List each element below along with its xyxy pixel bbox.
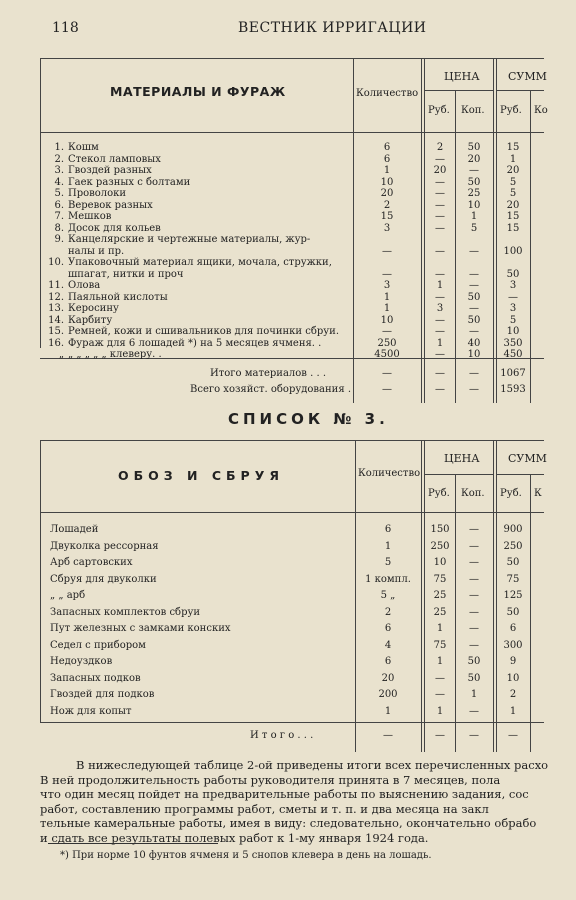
- table2-total-value: —: [508, 730, 518, 741]
- item-price-kop: —: [469, 639, 479, 651]
- item-qty: 10: [380, 314, 394, 326]
- page-number: 118: [52, 20, 79, 36]
- table2-col-price: ЦЕНА: [444, 452, 480, 465]
- item-price-rub: 1: [436, 705, 444, 717]
- table-row: [40, 200, 544, 212]
- item-qty: 3: [383, 280, 391, 291]
- table-row: [40, 326, 544, 338]
- item-price-kop: 50: [467, 314, 481, 326]
- item-price-rub: —: [435, 176, 445, 188]
- item-qty: —: [382, 245, 392, 257]
- total-all-label: Всего хозяйст. оборудования .: [190, 384, 351, 395]
- item-qty: 6: [383, 142, 391, 153]
- item-price-kop: 40: [467, 337, 481, 349]
- table2-col-rub: Руб.: [428, 488, 450, 499]
- item-price-rub: —: [435, 245, 445, 257]
- item-name: Мешков: [68, 211, 112, 222]
- item-name: Пут железных с замками конских: [50, 623, 231, 634]
- row-number: 13.: [48, 303, 64, 314]
- item-qty: 6: [384, 623, 392, 634]
- item-sum-rub: 450: [503, 349, 523, 360]
- item-price-kop: 50: [467, 291, 481, 303]
- item-sum-rub: 10: [506, 672, 520, 684]
- item-price-kop: —: [469, 606, 479, 618]
- transport-harness-table: [40, 440, 547, 752]
- item-qty: 3: [383, 222, 391, 234]
- item-price-kop: 50: [467, 656, 481, 667]
- table-row: [40, 269, 544, 281]
- row-number: 9.: [54, 234, 64, 245]
- row-number: 2.: [54, 153, 64, 165]
- item-qty: 20: [380, 188, 394, 199]
- item-price-rub: 75: [433, 639, 447, 651]
- item-sum-rub: 350: [503, 337, 523, 349]
- item-sum-rub: 15: [506, 222, 520, 234]
- table-row: [40, 541, 544, 553]
- table1-col-kop2: Ко: [534, 105, 548, 116]
- table1-col-qty: Количество: [356, 88, 419, 99]
- row-number: 1.: [54, 142, 64, 153]
- total-all-value: 1593: [500, 384, 526, 395]
- item-qty: 1: [383, 291, 391, 303]
- item-sum-rub: 20: [506, 199, 520, 211]
- item-name: шпагат, нитки и проч: [68, 268, 184, 280]
- item-sum-rub: 75: [506, 573, 520, 585]
- item-name: Олова: [68, 280, 101, 291]
- paragraph-line: и сдать все результаты полевых работ к 1-му января 1924 года.: [40, 830, 429, 845]
- total-materials-value: 1067: [500, 368, 526, 379]
- table1-title: МАТЕРИАЛЫ И ФУРАЖ: [110, 84, 286, 99]
- item-name: Упаковочный материал ящики, мочала, стружки,: [68, 257, 332, 268]
- item-name: Паяльной кислоты: [68, 291, 168, 303]
- item-price-kop: 50: [467, 142, 481, 153]
- row-number: 12.: [48, 291, 64, 303]
- table-row: [40, 142, 544, 154]
- item-sum-rub: 20: [506, 165, 520, 176]
- item-sum-rub: 50: [506, 268, 520, 280]
- item-name: налы и пр.: [68, 245, 125, 257]
- table2-col-qty: Количество: [358, 468, 421, 479]
- item-price-kop: 50: [467, 176, 481, 188]
- item-name: Проволоки: [68, 188, 127, 199]
- item-name: Недоуздков: [50, 656, 113, 667]
- item-sum-rub: 900: [503, 524, 523, 535]
- total-materials-label: Итого материалов . . .: [210, 368, 327, 379]
- item-price-rub: 1: [436, 656, 444, 667]
- item-name: Лошадей: [50, 524, 99, 535]
- item-name: Гаек разных с болтами: [68, 176, 191, 188]
- item-name: Керосину: [68, 303, 119, 314]
- footnote: *) При норме 10 фунтов ячменя и 5 снопов клевера в день на лошадь.: [60, 850, 432, 861]
- item-sum-rub: 3: [509, 280, 517, 291]
- item-price-rub: 25: [433, 606, 447, 618]
- row-number: 16.: [48, 337, 64, 349]
- item-price-rub: —: [435, 268, 445, 280]
- table-row: [40, 689, 544, 701]
- item-price-rub: —: [435, 689, 445, 700]
- item-price-kop: —: [469, 303, 479, 314]
- row-number: 8.: [54, 222, 64, 234]
- table-row: [40, 188, 544, 200]
- item-name: Нож для копыт: [50, 705, 132, 717]
- item-price-kop: 10: [467, 199, 481, 211]
- table-row: [40, 640, 544, 652]
- item-price-rub: —: [435, 153, 445, 165]
- item-name: Гвоздей разных: [68, 165, 152, 176]
- row-number: 14.: [48, 314, 64, 326]
- item-name: „ „ арб: [50, 590, 86, 601]
- item-price-rub: 3: [436, 303, 444, 314]
- item-qty: 15: [380, 211, 394, 222]
- table-row: [40, 246, 544, 258]
- table-row: [40, 557, 544, 569]
- item-price-kop: 25: [467, 188, 481, 199]
- item-price-rub: —: [435, 222, 445, 234]
- row-number: 7.: [54, 211, 64, 222]
- item-price-kop: —: [469, 524, 479, 535]
- table-row: [40, 574, 544, 586]
- item-sum-rub: —: [508, 291, 518, 303]
- table-row: [40, 303, 544, 315]
- item-qty: 1: [383, 165, 391, 176]
- item-qty: 2: [383, 199, 391, 211]
- item-name: Кошм: [68, 142, 99, 153]
- table-row: [40, 590, 544, 602]
- materials-table: [40, 58, 548, 403]
- item-price-rub: —: [435, 188, 445, 199]
- item-price-kop: —: [469, 705, 479, 717]
- item-qty: 1: [384, 705, 392, 717]
- item-sum-rub: 50: [506, 557, 520, 568]
- row-number: 4.: [54, 176, 64, 188]
- item-sum-rub: 100: [503, 245, 523, 257]
- item-price-kop: —: [469, 623, 479, 634]
- item-qty: 5: [384, 557, 392, 568]
- item-price-kop: 20: [467, 153, 481, 165]
- table-row: [40, 673, 544, 685]
- item-qty: 4: [384, 639, 392, 651]
- item-price-kop: —: [469, 573, 479, 585]
- item-sum-rub: 9: [509, 656, 517, 667]
- item-qty: 6: [384, 524, 392, 535]
- table1-col-sum: СУММ: [508, 70, 547, 83]
- item-name: Веревок разных: [68, 199, 153, 211]
- row-number: 3.: [54, 165, 64, 176]
- item-qty: —: [382, 268, 392, 280]
- row-number: 15.: [48, 326, 64, 337]
- item-price-rub: 1: [436, 337, 444, 349]
- item-price-rub: 10: [433, 557, 447, 568]
- item-name: Стекол ламповых: [68, 153, 161, 165]
- item-qty: 6: [384, 656, 392, 667]
- paragraph-line: В нижеследующей таблице 2-ой приведены итоги всех перечисленных расхо: [76, 758, 549, 772]
- table-row: [40, 165, 544, 177]
- section-title: СПИСОК № 3.: [228, 410, 389, 428]
- item-qty: 20: [381, 672, 395, 684]
- item-price-rub: 150: [430, 524, 450, 535]
- item-name: Запасных подков: [50, 672, 141, 684]
- item-qty: 4500: [374, 349, 400, 360]
- item-sum-rub: 1: [509, 153, 517, 165]
- item-price-kop: —: [469, 540, 479, 552]
- item-qty: 6: [383, 153, 391, 165]
- item-name: Досок для кольев: [68, 222, 161, 234]
- item-name: Двуколка рессорная: [50, 540, 159, 552]
- item-name: Запасных комплектов сбруи: [50, 606, 201, 618]
- item-qty: 250: [377, 337, 397, 349]
- item-price-kop: 1: [470, 211, 478, 222]
- table-row: [40, 623, 544, 635]
- table-row: [40, 292, 544, 304]
- paragraph-line: что один месяц пойдет на предварительные работы по выяснению задания, сос: [40, 787, 529, 801]
- item-name: Седел с прибором: [50, 639, 146, 651]
- item-name: Сбруя для двуколки: [50, 573, 157, 585]
- paragraph-line: В ней продолжительность работы руководителя принята в 7 месяцев, пола: [40, 772, 501, 787]
- item-sum-rub: 10: [506, 326, 520, 337]
- table-row: [40, 706, 544, 718]
- item-price-rub: —: [435, 672, 445, 684]
- table1-col-rub: Руб.: [428, 105, 450, 116]
- item-price-rub: —: [435, 326, 445, 337]
- item-sum-rub: 250: [503, 540, 523, 552]
- item-price-rub: 75: [433, 573, 447, 585]
- paragraph-line: тельные камеральные работы, имея в виду: следовательно, окончательно обрабо: [40, 816, 537, 830]
- item-qty: 2: [384, 606, 392, 618]
- item-name: Арб сартовских: [50, 557, 133, 568]
- running-header: [0, 20, 544, 42]
- item-price-rub: 250: [430, 540, 450, 552]
- table1-total-all-row: Всего хозяйст. оборудования . — — — 1593: [40, 384, 544, 396]
- item-qty: 200: [378, 689, 398, 700]
- item-price-rub: —: [435, 349, 445, 360]
- table-row: [40, 338, 544, 350]
- table2-col-rub2: Руб.: [500, 488, 522, 499]
- item-sum-rub: 2: [509, 689, 517, 700]
- item-qty: 1 компл.: [365, 573, 411, 585]
- table-row: [40, 607, 544, 619]
- table1-col-price: ЦЕНА: [444, 70, 480, 83]
- item-qty: —: [382, 326, 392, 337]
- item-price-kop: —: [469, 280, 479, 291]
- table-row: [40, 177, 544, 189]
- item-sum-rub: 3: [509, 303, 517, 314]
- item-sum-rub: 50: [506, 606, 520, 618]
- item-price-kop: —: [469, 268, 479, 280]
- table-row: [40, 280, 544, 292]
- table-row: [40, 656, 544, 668]
- table1-total-materials-row: Итого материалов . . . — — — 1067: [40, 368, 544, 380]
- item-sum-rub: 5: [509, 314, 517, 326]
- footnote-rule: [48, 843, 218, 844]
- item-sum-rub: 5: [509, 176, 517, 188]
- item-price-kop: —: [469, 165, 479, 176]
- item-price-kop: 5: [470, 222, 478, 234]
- item-sum-rub: 5: [509, 188, 517, 199]
- item-price-kop: —: [469, 557, 479, 568]
- item-price-kop: —: [469, 326, 479, 337]
- item-price-rub: —: [435, 211, 445, 222]
- table2-col-kop: Коп.: [461, 488, 485, 499]
- table2-col-sum: СУММ: [508, 452, 547, 465]
- item-name: Ремней, кожи и сшивальников для починки сбруи.: [68, 326, 340, 337]
- item-sum-rub: 300: [503, 639, 523, 651]
- table-row: [40, 349, 544, 361]
- row-number: 6.: [54, 199, 64, 211]
- item-name: Фураж для 6 лошадей *) на 5 месяцев ячменя. .: [68, 337, 322, 349]
- item-price-rub: 20: [433, 165, 447, 176]
- item-price-rub: 1: [436, 623, 444, 634]
- table-row: [40, 223, 544, 235]
- table-row: [40, 154, 544, 166]
- item-price-rub: —: [435, 199, 445, 211]
- table-row: [40, 315, 544, 327]
- item-name: Гвоздей для подков: [50, 689, 155, 700]
- item-price-rub: —: [435, 314, 445, 326]
- item-sum-rub: 15: [506, 211, 520, 222]
- row-number: „: [58, 349, 64, 360]
- journal-title: ВЕСТНИК ИРРИГАЦИИ: [238, 20, 427, 36]
- item-qty: 10: [380, 176, 394, 188]
- item-name: Карбиту: [68, 314, 113, 326]
- table2-col-kop2: К: [534, 488, 542, 499]
- table-row: [40, 211, 544, 223]
- item-price-rub: 25: [433, 590, 447, 601]
- item-sum-rub: 6: [509, 623, 517, 634]
- paragraph-line: работ, составлению программы работ, сметы и т. п. и два месяца на закл: [40, 801, 489, 816]
- table2-title: ОБОЗ И СБРУЯ: [118, 468, 284, 483]
- row-number: 5.: [54, 188, 64, 199]
- table-row: [40, 524, 544, 536]
- table1-col-kop: Коп.: [461, 105, 485, 116]
- table2-total-label: И т о г о . . .: [250, 730, 314, 741]
- item-price-kop: —: [469, 245, 479, 257]
- item-qty: 1: [384, 540, 392, 552]
- item-sum-rub: 1: [509, 705, 517, 717]
- table-row: [40, 257, 544, 269]
- table-row: [40, 234, 544, 246]
- item-sum-rub: 125: [503, 590, 523, 601]
- item-qty: 1: [383, 303, 391, 314]
- item-price-kop: 50: [467, 672, 481, 684]
- table2-total-row: И т о г о . . . — — — —: [40, 730, 544, 742]
- item-name: Канцелярские и чертежные материалы, жур-: [68, 234, 311, 245]
- item-price-kop: —: [469, 590, 479, 601]
- item-price-kop: 1: [470, 689, 478, 700]
- row-number: 10.: [48, 257, 64, 268]
- item-price-rub: 2: [436, 142, 444, 153]
- item-price-rub: —: [435, 291, 445, 303]
- item-name: „ „ „ „ „ клеверу. .: [68, 349, 162, 360]
- item-sum-rub: 15: [506, 142, 520, 153]
- row-number: 11.: [48, 280, 64, 291]
- table1-col-rub2: Руб.: [500, 105, 522, 116]
- item-price-rub: 1: [436, 280, 444, 291]
- item-price-kop: 10: [467, 349, 481, 360]
- item-qty: 5 „: [380, 590, 396, 601]
